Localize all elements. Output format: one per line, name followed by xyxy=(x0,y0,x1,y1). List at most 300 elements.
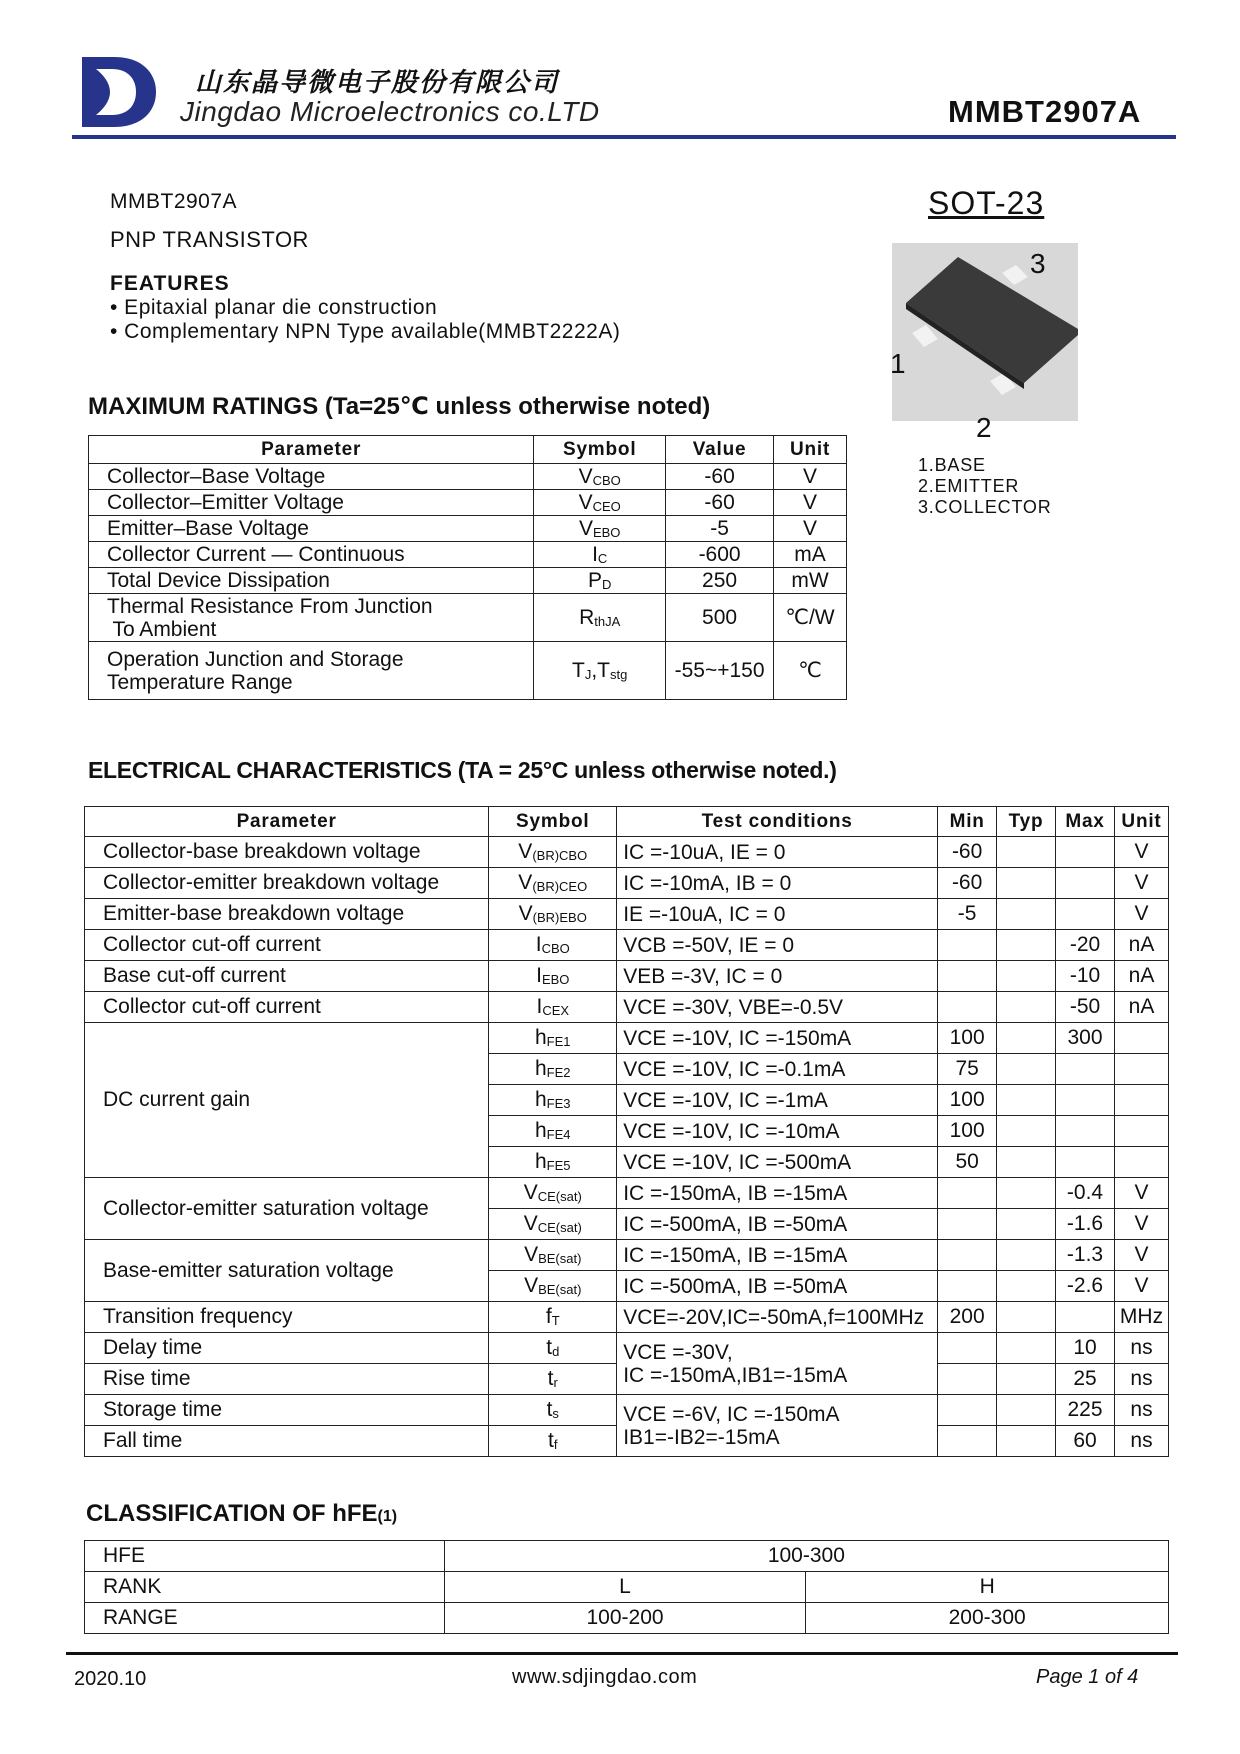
symbol-subscript: CEO xyxy=(592,498,621,514)
ec-test-condition xyxy=(617,961,938,992)
electrical-row xyxy=(85,1302,1169,1333)
ec-unit: nA xyxy=(1114,930,1168,961)
ec-max: 300 xyxy=(1056,1023,1115,1054)
ec-parameter: Delay time xyxy=(85,1333,489,1364)
ec-parameter: Transition frequency xyxy=(85,1302,489,1333)
ec-test-condition xyxy=(617,1178,938,1209)
mr-parameter-line: Collector–Base Voltage xyxy=(107,465,326,488)
ec-header-typ: Typ xyxy=(997,807,1056,837)
ec-test-condition xyxy=(617,1116,938,1147)
ec-test-condition xyxy=(617,1054,938,1085)
ec-unit: V xyxy=(1114,837,1168,868)
ec-test-condition xyxy=(617,930,938,961)
ec-test-condition-line: IB1=-IB2=-15mA xyxy=(623,1425,780,1449)
ec-max xyxy=(1056,899,1115,930)
ec-unit xyxy=(1114,1023,1168,1054)
symbol-subscript: FE4 xyxy=(546,1127,571,1142)
symbol-letter: I xyxy=(535,933,542,956)
ec-min xyxy=(938,961,997,992)
symbol-letter: I xyxy=(536,995,543,1018)
mr-value: -55~+150 xyxy=(666,642,774,700)
ec-test-condition xyxy=(617,1147,938,1178)
ec-typ xyxy=(997,1426,1056,1457)
symbol-subscript: J xyxy=(584,666,592,682)
electrical-row xyxy=(85,1395,1169,1426)
mr-parameter-line: To Ambient xyxy=(107,617,217,641)
ec-typ xyxy=(997,1395,1056,1426)
ec-symbol xyxy=(489,1085,617,1116)
ec-typ xyxy=(997,1178,1056,1209)
ec-test-condition xyxy=(617,1085,938,1116)
ec-symbol xyxy=(489,1209,617,1240)
range-l: 100-200 xyxy=(444,1603,806,1634)
symbol-subscript: s xyxy=(552,1406,559,1421)
mr-value: -60 xyxy=(666,490,774,516)
symbol-letter: V xyxy=(523,1181,538,1204)
ec-unit: V xyxy=(1114,1271,1168,1302)
ec-test-condition-line: VCE =-10V, IC =-150mA xyxy=(623,1026,852,1050)
ec-max: -1.6 xyxy=(1056,1209,1115,1240)
electrical-row xyxy=(85,1023,1169,1054)
ec-min: 100 xyxy=(938,1085,997,1116)
ec-unit: MHz xyxy=(1114,1302,1168,1333)
ec-min xyxy=(938,1271,997,1302)
ec-typ xyxy=(997,1209,1056,1240)
ec-test-condition-line: IC =-500mA, IB =-50mA xyxy=(623,1274,848,1298)
ec-test-condition xyxy=(617,1395,938,1457)
mr-value: -60 xyxy=(666,464,774,490)
pin-number-1: 1 xyxy=(890,348,906,379)
mr-parameter xyxy=(89,490,534,516)
ec-test-condition-line: VCB =-50V, IE = 0 xyxy=(623,933,795,957)
ec-test-condition-line: VCE =-10V, IC =-500mA xyxy=(623,1150,852,1174)
symbol-subscript: D xyxy=(602,576,612,592)
max-ratings-row xyxy=(89,516,847,542)
ec-symbol xyxy=(489,1240,617,1271)
ec-typ xyxy=(997,1023,1056,1054)
footer-rule xyxy=(66,1652,1178,1655)
ec-test-condition xyxy=(617,1023,938,1054)
ec-typ xyxy=(997,1147,1056,1178)
mr-unit: ℃/W xyxy=(774,594,847,642)
ec-symbol xyxy=(489,1178,617,1209)
ec-max: 225 xyxy=(1056,1395,1115,1426)
ec-max: -50 xyxy=(1056,992,1115,1023)
mr-symbol xyxy=(534,464,666,490)
mr-parameter xyxy=(89,542,534,568)
ec-min xyxy=(938,1333,997,1364)
ec-typ xyxy=(997,961,1056,992)
ec-parameter: Collector cut-off current xyxy=(85,992,489,1023)
sot23-package-image xyxy=(892,243,1078,421)
ec-test-condition-line: IC =-150mA,IB1=-15mA xyxy=(623,1363,848,1387)
ec-symbol xyxy=(489,868,617,899)
mr-parameter xyxy=(89,594,534,642)
ec-test-condition-line: IC =-10mA, IB = 0 xyxy=(623,871,792,895)
ec-max xyxy=(1056,1302,1115,1333)
ec-symbol xyxy=(489,1395,617,1426)
mr-parameter-line: Thermal Resistance From Junction xyxy=(107,594,433,618)
ec-test-condition-line: IC =-500mA, IB =-50mA xyxy=(623,1212,848,1236)
symbol-subscript: C xyxy=(597,550,608,566)
symbol-subscript: FE3 xyxy=(546,1096,571,1111)
ec-test-condition-line: IC =-150mA, IB =-15mA xyxy=(623,1243,848,1267)
classification-title-text: CLASSIFICATION OF hFE xyxy=(86,1500,378,1527)
symbol-subscript: CE(sat) xyxy=(537,1189,582,1204)
ec-test-condition xyxy=(617,1333,938,1395)
electrical-row xyxy=(85,1333,1169,1364)
pin-list xyxy=(918,455,1052,518)
mr-parameter xyxy=(89,642,534,700)
electrical-row xyxy=(85,868,1169,899)
mr-value: -5 xyxy=(666,516,774,542)
mr-header-value: Value xyxy=(666,436,774,464)
symbol-subscript: FE2 xyxy=(546,1065,571,1080)
ec-max: -2.6 xyxy=(1056,1271,1115,1302)
symbol-subscript: CBO xyxy=(541,941,570,956)
mr-value: 250 xyxy=(666,568,774,594)
symbol-letter: f xyxy=(545,1305,552,1328)
ec-unit: nA xyxy=(1114,992,1168,1023)
features-title: FEATURES xyxy=(110,272,230,295)
ec-unit: V xyxy=(1114,868,1168,899)
company-logo xyxy=(80,55,158,129)
ec-parameter: Rise time xyxy=(85,1364,489,1395)
ec-test-condition xyxy=(617,992,938,1023)
max-ratings-row xyxy=(89,568,847,594)
ec-parameter: DC current gain xyxy=(85,1023,489,1178)
ec-header-parameter: Parameter xyxy=(85,807,489,837)
ec-max xyxy=(1056,1147,1115,1178)
footer-date: 2020.10 xyxy=(74,1668,147,1690)
electrical-row xyxy=(85,837,1169,868)
ec-test-condition-line: VCE =-10V, IC =-1mA xyxy=(623,1088,828,1112)
ec-test-condition-line: VCE =-6V, IC =-150mA xyxy=(623,1402,840,1426)
symbol-subscript: FE5 xyxy=(546,1158,571,1173)
ec-min xyxy=(938,1240,997,1271)
symbol-letter: V xyxy=(524,1274,539,1297)
ec-typ xyxy=(997,992,1056,1023)
symbol-letter: V xyxy=(578,464,593,488)
package-name: SOT-23 xyxy=(928,185,1045,221)
electrical-row xyxy=(85,961,1169,992)
ec-symbol xyxy=(489,930,617,961)
ec-symbol xyxy=(489,1333,617,1364)
ec-typ xyxy=(997,899,1056,930)
mr-parameter-line: Total Device Dissipation xyxy=(107,569,330,592)
symbol-subscript: EBO xyxy=(541,972,570,987)
ec-test-condition xyxy=(617,899,938,930)
symbol-subscript: f xyxy=(553,1437,558,1452)
ec-symbol xyxy=(489,1054,617,1085)
ec-test-condition-line: VCE =-30V, VBE=-0.5V xyxy=(623,995,844,1019)
symbol-subscript: CEX xyxy=(542,1003,570,1018)
mr-parameter-line: Emitter–Base Voltage xyxy=(107,517,309,540)
ec-max: 25 xyxy=(1056,1364,1115,1395)
ec-test-condition xyxy=(617,1271,938,1302)
symbol-letter: P xyxy=(587,568,602,592)
symbol-subscript: (BR)EBO xyxy=(532,910,587,925)
ec-symbol xyxy=(489,1271,617,1302)
ec-test-condition-line: VCE =-10V, IC =-0.1mA xyxy=(623,1057,846,1081)
symbol-letter: V xyxy=(578,490,593,514)
ec-unit: ns xyxy=(1114,1333,1168,1364)
header-part-number: MMBT2907A xyxy=(948,94,1142,129)
symbol-subscript: (BR)CBO xyxy=(532,848,588,863)
ec-unit: V xyxy=(1114,1240,1168,1271)
symbol-letter: h xyxy=(534,1119,547,1142)
mr-unit: ℃ xyxy=(774,642,847,700)
mr-parameter-line: Temperature Range xyxy=(107,670,293,694)
mr-header-symbol: Symbol xyxy=(534,436,666,464)
ec-unit: ns xyxy=(1114,1426,1168,1457)
ec-parameter: Base-emitter saturation voltage xyxy=(85,1240,489,1302)
symbol-subscript: CBO xyxy=(592,472,621,488)
symbol-subscript: BE(sat) xyxy=(538,1282,582,1297)
symbol-letter: t xyxy=(546,1336,553,1359)
hfe-value: 100-300 xyxy=(444,1541,1168,1572)
electrical-table xyxy=(84,806,1169,1457)
ec-test-condition-line: VCE =-10V, IC =-10mA xyxy=(623,1119,840,1143)
ec-symbol xyxy=(489,1116,617,1147)
ec-test-condition-line: IC =-150mA, IB =-15mA xyxy=(623,1181,848,1205)
symbol-letter: V xyxy=(518,902,533,925)
ec-min xyxy=(938,1209,997,1240)
rank-l: L xyxy=(444,1572,806,1603)
intro-type: PNP TRANSISTOR xyxy=(110,227,309,252)
ec-min xyxy=(938,1426,997,1457)
ec-test-condition xyxy=(617,1302,938,1333)
symbol-letter: t xyxy=(548,1429,554,1452)
ec-test-condition-line: VCE=-20V,IC=-50mA,f=100MHz xyxy=(623,1305,925,1329)
ec-header-unit: Unit xyxy=(1114,807,1168,837)
ec-min: -60 xyxy=(938,868,997,899)
ec-symbol xyxy=(489,837,617,868)
ec-typ xyxy=(997,837,1056,868)
pin-1-label: 1.BASE xyxy=(918,455,986,475)
mr-symbol xyxy=(534,642,666,700)
ec-test-condition xyxy=(617,1209,938,1240)
mr-parameter xyxy=(89,568,534,594)
mr-parameter-line: Operation Junction and Storage xyxy=(107,647,404,671)
mr-unit: V xyxy=(774,490,847,516)
ec-parameter: Collector-emitter saturation voltage xyxy=(85,1178,489,1240)
ec-max xyxy=(1056,837,1115,868)
ec-parameter: Collector-base breakdown voltage xyxy=(85,837,489,868)
ec-header-test-conditions: Test conditions xyxy=(617,807,938,837)
rank-label: RANK xyxy=(85,1572,445,1603)
mr-parameter xyxy=(89,516,534,542)
ec-test-condition xyxy=(617,1240,938,1271)
ec-unit xyxy=(1114,1054,1168,1085)
ec-header-min: Min xyxy=(938,807,997,837)
classification-title xyxy=(86,1500,397,1528)
pin-number-2: 2 xyxy=(976,412,992,443)
ec-min: 200 xyxy=(938,1302,997,1333)
electrical-row xyxy=(85,992,1169,1023)
symbol-letter: t xyxy=(546,1398,553,1421)
symbol-subscript: BE(sat) xyxy=(538,1251,582,1266)
ec-typ xyxy=(997,1240,1056,1271)
ec-unit xyxy=(1114,1147,1168,1178)
ec-min: 100 xyxy=(938,1023,997,1054)
company-name-cn: 山东晶导微电子股份有限公司 xyxy=(195,68,560,98)
ec-min xyxy=(938,1395,997,1426)
symbol-letter: V xyxy=(518,871,533,894)
electrical-row xyxy=(85,930,1169,961)
ec-parameter: Collector-emitter breakdown voltage xyxy=(85,868,489,899)
electrical-row xyxy=(85,1240,1169,1271)
ec-max xyxy=(1056,1116,1115,1147)
ec-max: 60 xyxy=(1056,1426,1115,1457)
ec-unit: V xyxy=(1114,1178,1168,1209)
symbol-letter: I xyxy=(536,964,542,987)
ec-max xyxy=(1056,1085,1115,1116)
mr-unit: mW xyxy=(774,568,847,594)
mr-symbol xyxy=(534,542,666,568)
symbol-letter: V xyxy=(524,1243,539,1266)
symbol-letter: I xyxy=(592,542,598,566)
ec-symbol xyxy=(489,1302,617,1333)
electrical-row xyxy=(85,899,1169,930)
max-ratings-row xyxy=(89,464,847,490)
mr-parameter-line: Collector–Emitter Voltage xyxy=(107,491,344,514)
ec-max xyxy=(1056,868,1115,899)
max-ratings-title: MAXIMUM RATINGS (Ta=25℃ unless otherwise noted) xyxy=(88,393,711,420)
ec-parameter: Fall time xyxy=(85,1426,489,1457)
ec-test-condition-line: IE =-10uA, IC = 0 xyxy=(623,902,786,926)
mr-value: -600 xyxy=(666,542,774,568)
ec-test-condition-line: IC =-10uA, IE = 0 xyxy=(623,840,786,864)
header-rule xyxy=(72,135,1176,139)
ec-test-condition xyxy=(617,837,938,868)
pin-2-label: 2.EMITTER xyxy=(918,476,1020,496)
ec-min xyxy=(938,930,997,961)
symbol-subscript: stg xyxy=(610,666,628,682)
ec-min xyxy=(938,1178,997,1209)
ec-min: 100 xyxy=(938,1116,997,1147)
ec-symbol xyxy=(489,992,617,1023)
symbol-subscript: (BR)CEO xyxy=(532,879,588,894)
ec-typ xyxy=(997,1271,1056,1302)
symbol-subscript: thJA xyxy=(594,613,621,629)
symbol-subscript: T xyxy=(551,1313,560,1328)
ec-max xyxy=(1056,1054,1115,1085)
symbol-subscript: CE(sat) xyxy=(537,1220,582,1235)
ec-max: -10 xyxy=(1056,961,1115,992)
ec-typ xyxy=(997,868,1056,899)
ec-symbol xyxy=(489,1426,617,1457)
symbol-letter: V xyxy=(578,516,593,540)
mr-symbol xyxy=(534,516,666,542)
range-h: 200-300 xyxy=(806,1603,1169,1634)
ec-parameter: Base cut-off current xyxy=(85,961,489,992)
symbol-letter: R xyxy=(579,605,595,629)
mr-parameter-line: Collector Current — Continuous xyxy=(107,543,405,566)
mr-value: 500 xyxy=(666,594,774,642)
ec-max: -20 xyxy=(1056,930,1115,961)
ec-parameter: Storage time xyxy=(85,1395,489,1426)
max-ratings-row xyxy=(89,490,847,516)
ec-max: 10 xyxy=(1056,1333,1115,1364)
ec-unit xyxy=(1114,1116,1168,1147)
ec-min: -5 xyxy=(938,899,997,930)
ec-min: -60 xyxy=(938,837,997,868)
symbol-subscript: d xyxy=(552,1344,560,1359)
ec-typ xyxy=(997,1364,1056,1395)
mr-unit: V xyxy=(774,464,847,490)
symbol-letter: V xyxy=(518,840,533,863)
mr-symbol xyxy=(534,568,666,594)
ec-test-condition-line: VEB =-3V, IC = 0 xyxy=(623,964,783,988)
max-ratings-row xyxy=(89,594,847,642)
mr-unit: V xyxy=(774,516,847,542)
ec-symbol xyxy=(489,961,617,992)
symbol-letter: ,T xyxy=(591,658,611,682)
ec-symbol xyxy=(489,1147,617,1178)
ec-symbol xyxy=(489,1364,617,1395)
ec-max: -0.4 xyxy=(1056,1178,1115,1209)
range-label: RANGE xyxy=(85,1603,445,1634)
rank-h: H xyxy=(806,1572,1169,1603)
ec-typ xyxy=(997,930,1056,961)
mr-header-parameter: Parameter xyxy=(89,436,534,464)
footer-url[interactable]: www.sdjingdao.com xyxy=(512,1666,698,1688)
symbol-subscript: r xyxy=(553,1375,558,1390)
ec-parameter: Emitter-base breakdown voltage xyxy=(85,899,489,930)
symbol-letter: V xyxy=(523,1212,538,1235)
pin-number-3: 3 xyxy=(1030,248,1046,279)
symbol-subscript: FE1 xyxy=(546,1034,571,1049)
symbol-letter: h xyxy=(534,1150,547,1173)
max-ratings-table xyxy=(88,435,847,700)
ec-symbol xyxy=(489,1023,617,1054)
symbol-letter: h xyxy=(534,1026,547,1049)
ec-unit xyxy=(1114,1085,1168,1116)
ec-unit: ns xyxy=(1114,1395,1168,1426)
ec-min: 75 xyxy=(938,1054,997,1085)
ec-header-symbol: Symbol xyxy=(489,807,617,837)
ec-typ xyxy=(997,1054,1056,1085)
symbol-letter: h xyxy=(534,1057,547,1080)
ec-typ xyxy=(997,1116,1056,1147)
ec-max: -1.3 xyxy=(1056,1240,1115,1271)
classification-table xyxy=(84,1540,1169,1634)
symbol-letter: h xyxy=(534,1088,547,1111)
ec-unit: nA xyxy=(1114,961,1168,992)
mr-symbol xyxy=(534,594,666,642)
ec-header-max: Max xyxy=(1056,807,1115,837)
symbol-letter: t xyxy=(547,1367,554,1390)
ec-unit: V xyxy=(1114,899,1168,930)
classification-title-note: (1) xyxy=(377,1508,398,1525)
ec-min xyxy=(938,992,997,1023)
pin-3-label: 3.COLLECTOR xyxy=(918,497,1052,517)
ec-symbol xyxy=(489,899,617,930)
max-ratings-row xyxy=(89,542,847,568)
ec-parameter: Collector cut-off current xyxy=(85,930,489,961)
max-ratings-row xyxy=(89,642,847,700)
mr-unit: mA xyxy=(774,542,847,568)
ec-min xyxy=(938,1364,997,1395)
mr-header-unit: Unit xyxy=(774,436,847,464)
company-name-en: Jingdao Microelectronics co.LTD xyxy=(180,96,600,127)
ec-test-condition-line: VCE =-30V, xyxy=(623,1340,733,1364)
ec-test-condition xyxy=(617,868,938,899)
footer-page: Page 1 of 4 xyxy=(1036,1666,1139,1688)
ec-min: 50 xyxy=(938,1147,997,1178)
feature-2: • Complementary NPN Type available(MMBT2222A) xyxy=(110,320,621,343)
